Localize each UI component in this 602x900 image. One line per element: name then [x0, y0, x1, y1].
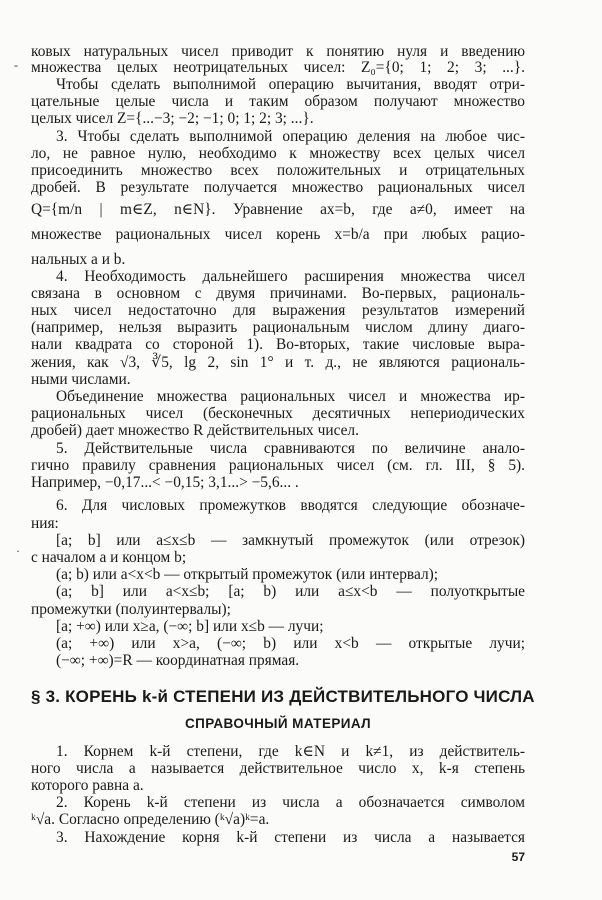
text-line: промежутки (полуинтервалы); [31, 601, 231, 618]
text-line: (−∞; +∞)=R — координатная прямая. [56, 652, 300, 669]
text-line: Чтобы сделать выполнимой операцию вычитания, вводят отри- [56, 76, 525, 93]
text-line: которого равна a. [31, 777, 144, 794]
text-line: [a; +∞) или x≥a, (−∞; b] или x≤b — лучи; [56, 618, 324, 635]
text-line: (a; +∞) или x>a, (−∞; b) или x<b — открытые лучи; [56, 635, 525, 652]
text-line: Q={m/n | m∈Z, n∈N}. Уравнение ax=b, где a≠0, имеет на [31, 201, 525, 218]
text-line: Например, −0,17...< −0,15; 3,1...> −5,6... . [31, 474, 299, 491]
margin-mark: - [14, 58, 18, 72]
text-line: ло, не равное нулю, необходимо к множеству всех целых чисел [31, 145, 525, 162]
text-line: (например, нельзя выразить рациональным числом длину диаго- [31, 319, 525, 336]
text-line: ными числами. [31, 371, 131, 388]
section-subtitle: СПРАВОЧНЫЙ МАТЕРИАЛ [184, 716, 372, 731]
text-line: целых чисел Z={...−3; −2; −1; 0; 1; 2; 3; ...}. [31, 110, 314, 127]
text-line: 6. Для числовых промежутков вводятся следующие обозначе- [56, 497, 525, 514]
text-line: связана в основном с двумя причинами. Во-первых, рациональ- [31, 285, 525, 302]
text-line: гично правилу сравнения рациональных чисел (см. гл. III, § 5). [31, 457, 525, 474]
text-line: цательные целые числа и таким образом получают множество [31, 93, 525, 110]
text-line: дробей) дает множество R действительных чисел. [31, 422, 359, 439]
text-line: 3. Чтобы сделать выполнимой операцию деления на любое чис- [56, 128, 525, 145]
section-title: § 3. КОРЕНЬ k-й СТЕПЕНИ ИЗ ДЕЙСТВИТЕЛЬНОГО ЧИСЛА [31, 687, 535, 706]
text-line: ных чисел недостаточно для выражения результатов измерений [31, 302, 525, 319]
page-number: 57 [511, 850, 525, 864]
text-line: рациональных чисел (бесконечных десятичных непериодических [31, 405, 525, 422]
text-line: нали квадрата со стороной 1). Во-вторых, такие числовые выра- [31, 336, 525, 353]
text-line: множестве рациональных чисел корень x=b/a при любых рацио- [31, 226, 525, 243]
text-line: ᵏ√a. Согласно определению (ᵏ√a)ᵏ=a. [31, 811, 270, 828]
text-line: (a; b) или a<x<b — открытый промежуток (или интервал); [56, 566, 439, 583]
margin-mark: · [16, 544, 20, 558]
text-line: множества целых неотрицательных чисел: Z₀={0; 1; 2; 3; ...}. [31, 59, 525, 76]
text-line: ния: [31, 515, 59, 532]
text-line: жения, как √3, ∛5, lg 2, sin 1° и т. д., не являются рациональ- [31, 354, 525, 371]
text-line: 4. Необходимость дальнейшего расширения множества чисел [56, 268, 525, 285]
text-line: нальных a и b. [31, 251, 126, 268]
text-line: ного числа a называется действительное число x, k-я степень [31, 760, 525, 777]
text-line: 1. Корнем k-й степени, где k∈N и k≠1, из действитель- [56, 743, 525, 760]
text-line: с началом a и концом b; [31, 549, 187, 566]
text-line: ковых натуральных чисел приводит к понятию нуля и введению [31, 43, 525, 60]
text-line: [a; b] или a≤x≤b — замкнутый промежуток (или отрезок) [56, 532, 525, 549]
text-line: 5. Действительные числа сравниваются по величине анало- [56, 440, 525, 457]
text-line: Объединение множества рациональных чисел и множества ир- [56, 388, 525, 405]
text-line: 3. Нахождение корня k-й степени из числа a называется [56, 829, 525, 846]
text-line: присоединить множество всех положительных и отрицательных [31, 162, 525, 179]
text-line: дробей. В результате получается множество рациональных чисел [31, 179, 525, 196]
text-line: (a; b] или a<x≤b; [a; b) или a≤x<b — полуоткрытые [56, 583, 525, 600]
text-line: 2. Корень k-й степени из числа a обозначается символом [56, 794, 525, 811]
